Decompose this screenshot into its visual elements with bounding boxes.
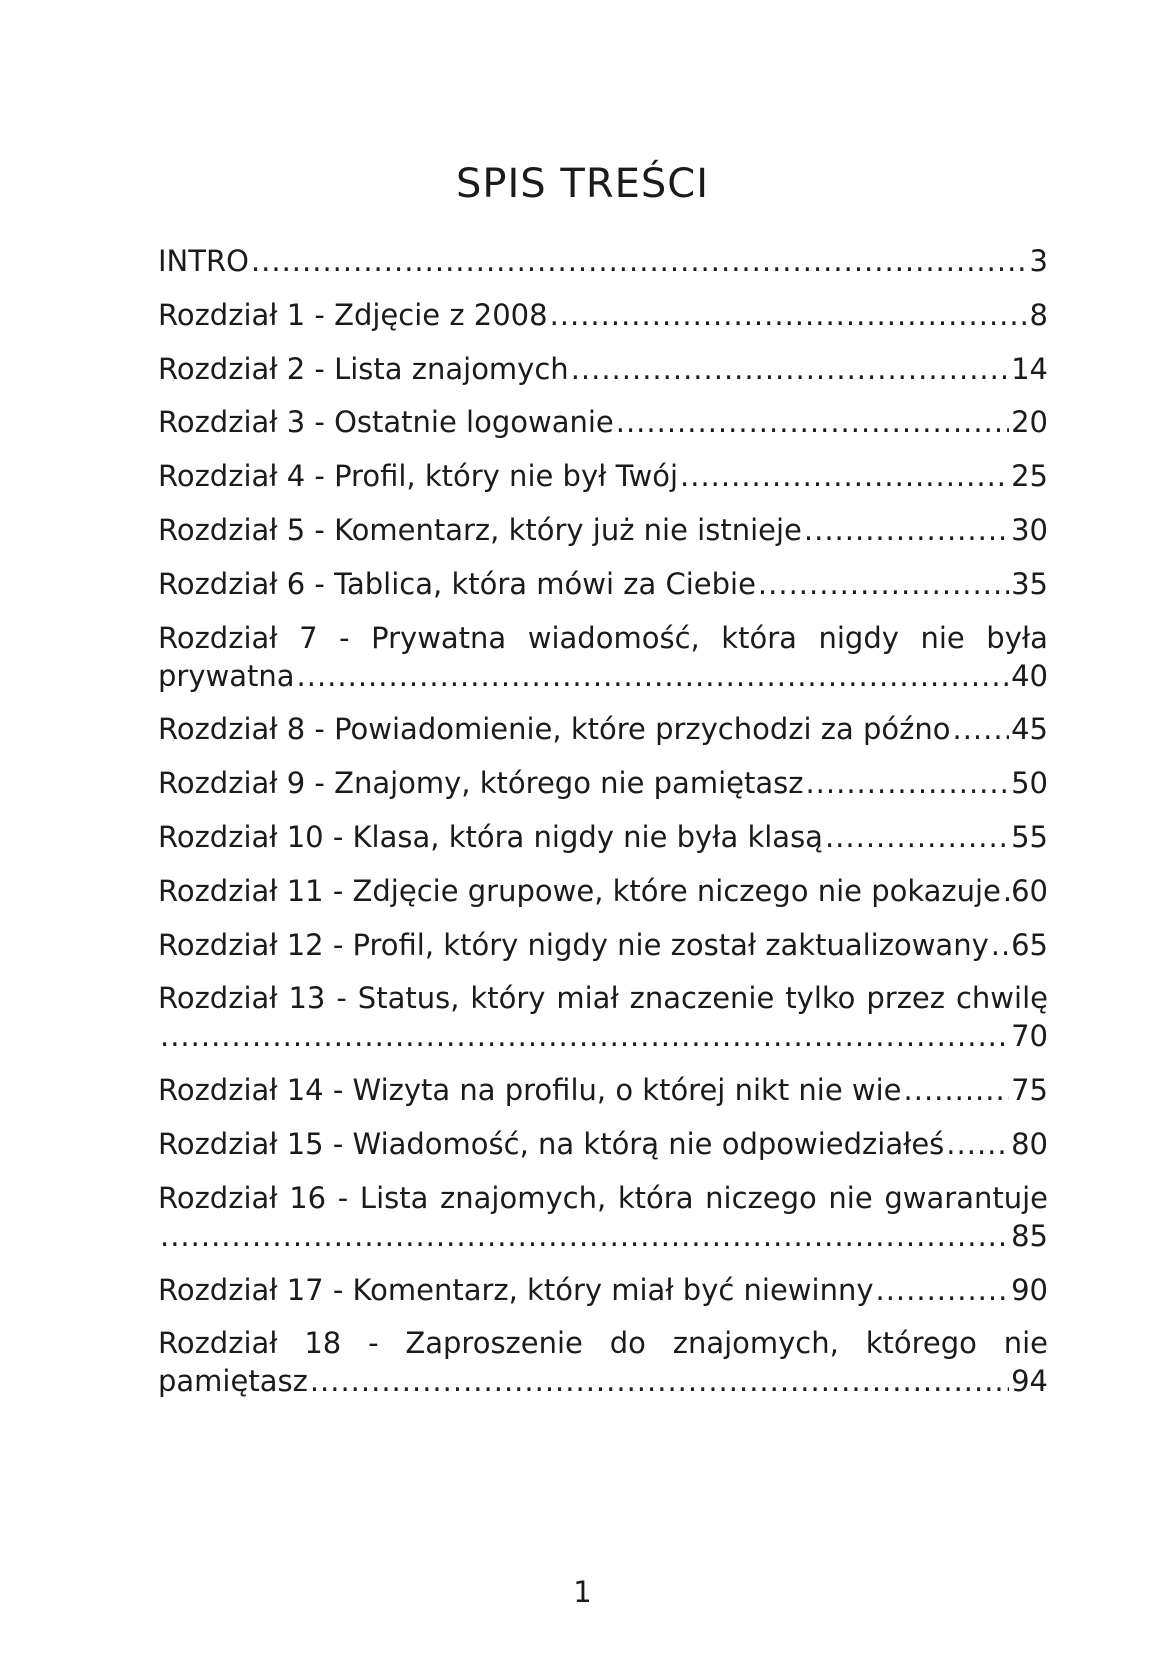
toc-entry-chapter-12 — [158, 926, 1048, 980]
title-word: nie — [828, 1180, 873, 1215]
title-word: przez — [866, 981, 945, 1016]
toc-entry-chapter-4 — [158, 457, 1048, 511]
title-word: tylko — [785, 981, 856, 1016]
toc-entry-chapter-7 — [158, 619, 1048, 695]
title-word: Rozdział — [158, 1326, 278, 1361]
title-word: - — [336, 981, 347, 1016]
title-word: która — [721, 620, 797, 655]
title-word: Status, — [357, 981, 460, 1016]
title-word: znajomych, — [440, 1180, 607, 1215]
toc-entry-page: 3 — [1029, 244, 1048, 278]
toc-entry-title-line — [158, 619, 1048, 657]
page-title: SPIS TREŚCI — [455, 161, 710, 207]
toc-entry-title-end: pamiętasz — [158, 1364, 308, 1399]
title-word: nigdy — [818, 620, 899, 655]
toc-entry-page: 8 — [1029, 297, 1048, 332]
title-word: gwarantuje — [884, 1180, 1048, 1215]
toc-entry-title: Rozdział 11 - Zdjęcie grupowe, które niczego nie pokazuje — [158, 873, 1001, 908]
toc-entry-chapter-18 — [158, 1324, 1048, 1400]
dot-leader — [1003, 872, 1009, 910]
title-word: była — [986, 620, 1048, 655]
title-word: 16 — [289, 1180, 327, 1215]
title-word: 18 — [304, 1326, 342, 1361]
title-word: wiadomość, — [527, 620, 700, 655]
toc-entry-title: INTRO — [158, 244, 249, 278]
toc-entry-page: 55 — [1011, 819, 1048, 854]
dot-leader — [297, 657, 1010, 695]
toc-entry-page: 75 — [1011, 1073, 1048, 1108]
dot-leader — [310, 1362, 1009, 1400]
toc-entry-chapter-11 — [158, 872, 1048, 926]
toc-entry-page: 60 — [1011, 873, 1048, 908]
toc-entry-title: Rozdział 10 - Klasa, która nigdy nie była klasą — [158, 819, 823, 854]
toc-entry-title-end: prywatna — [158, 658, 295, 693]
toc-entry-title-line — [158, 979, 1048, 1017]
dot-leader — [946, 1125, 1009, 1163]
toc-entry-continuation — [158, 1362, 1048, 1400]
title-word: chwilę — [955, 981, 1048, 1016]
toc-entry-chapter-5 — [158, 511, 1048, 565]
toc-entry-page: 25 — [1011, 459, 1048, 494]
title-word: do — [609, 1326, 646, 1361]
dot-leader — [991, 926, 1009, 964]
toc-entry-page: 85 — [1011, 1218, 1048, 1253]
toc-entry-title-line — [158, 1324, 1048, 1362]
title-word: - — [339, 620, 350, 655]
toc-entry-page: 20 — [1011, 405, 1048, 440]
toc-entry-chapter-10 — [158, 818, 1048, 872]
title-word: - — [368, 1326, 379, 1361]
dot-leader — [160, 1217, 1009, 1255]
toc-entry-title: Rozdział 6 - Tablica, która mówi za Ciebie — [158, 566, 756, 601]
toc-entry-title: Rozdział 1 - Zdjęcie z 2008 — [158, 297, 548, 332]
toc-entry-title: Rozdział 2 - Lista znajomych — [158, 351, 569, 386]
toc-entry-chapter-6 — [158, 565, 1048, 619]
title-word: Rozdział — [158, 1180, 278, 1215]
title-word: Zaproszenie — [405, 1326, 583, 1361]
toc-entry-chapter-9 — [158, 764, 1048, 818]
table-of-contents — [158, 242, 1048, 1416]
title-word: 7 — [299, 620, 318, 655]
dot-leader — [680, 457, 1009, 495]
title-word: którego — [865, 1326, 977, 1361]
title-word: Rozdział — [158, 620, 278, 655]
dot-leader — [825, 818, 1009, 856]
dot-leader — [571, 350, 1009, 388]
toc-entry-page: 40 — [1011, 658, 1048, 693]
toc-entry-title-line — [158, 1179, 1048, 1217]
toc-entry-page: 65 — [1011, 927, 1048, 962]
title-word: niczego — [705, 1180, 817, 1215]
toc-entry-page: 30 — [1011, 512, 1048, 547]
toc-entry-title: Rozdział 14 - Wizyta na profilu, o której nikt nie wie — [158, 1073, 902, 1108]
dot-leader — [616, 403, 1009, 441]
toc-entry-title: Rozdział 8 - Powiadomienie, które przychodzi za późno — [158, 712, 951, 747]
toc-entry-title: Rozdział 17 - Komentarz, który miał być niewinny — [158, 1272, 874, 1307]
title-word: nie — [920, 620, 965, 655]
dot-leader — [804, 511, 1009, 549]
title-word: miał — [556, 981, 619, 1016]
dot-leader — [160, 1017, 1009, 1055]
dot-leader — [876, 1271, 1010, 1309]
dot-leader — [758, 565, 1009, 603]
dot-leader — [953, 710, 1010, 748]
toc-entry-page: 70 — [1011, 1019, 1048, 1054]
title-word: Prywatna — [371, 620, 507, 655]
toc-entry-page: 90 — [1011, 1272, 1048, 1307]
title-word: który — [470, 981, 546, 1016]
toc-entry-continuation — [158, 657, 1048, 695]
toc-entry-page: 14 — [1011, 351, 1048, 386]
toc-entry-page: 45 — [1011, 712, 1048, 747]
dot-leader — [550, 296, 1028, 334]
toc-entry-continuation — [158, 1017, 1048, 1055]
toc-entry-chapter-14 — [158, 1071, 1048, 1125]
page-number: 1 — [573, 1575, 592, 1609]
title-word: znaczenie — [629, 981, 775, 1016]
dot-leader — [805, 764, 1009, 802]
toc-entry-page: 94 — [1011, 1364, 1048, 1399]
title-word: znajomych, — [672, 1326, 839, 1361]
toc-entry-chapter-13 — [158, 979, 1048, 1055]
toc-entry-intro — [158, 242, 1048, 296]
toc-entry-title: Rozdział 4 - Profil, który nie był Twój — [158, 459, 679, 494]
title-word: która — [617, 1180, 694, 1215]
title-word: nie — [1003, 1326, 1048, 1361]
toc-entry-continuation — [158, 1217, 1048, 1255]
toc-entry-page: 80 — [1011, 1126, 1048, 1161]
toc-entry-chapter-8 — [158, 710, 1048, 764]
title-word: Lista — [359, 1180, 429, 1215]
toc-entry-chapter-3 — [158, 403, 1048, 457]
toc-entry-page: 35 — [1011, 566, 1048, 601]
toc-entry-title: Rozdział 3 - Ostatnie logowanie — [158, 405, 614, 440]
title-word: Rozdział — [158, 981, 278, 1016]
dot-leader — [904, 1071, 1010, 1109]
toc-entry-title: Rozdział 5 - Komentarz, który już nie istnieje — [158, 512, 802, 547]
toc-entry-page: 50 — [1011, 766, 1048, 801]
title-word: 13 — [288, 981, 326, 1016]
toc-entry-title: Rozdział 9 - Znajomy, którego nie pamiętasz — [158, 766, 804, 801]
toc-entry-chapter-15 — [158, 1125, 1048, 1179]
toc-entry-chapter-2 — [158, 350, 1048, 404]
toc-entry-chapter-1 — [158, 296, 1048, 350]
toc-entry-chapter-16 — [158, 1179, 1048, 1255]
toc-entry-title: Rozdział 12 - Profil, który nigdy nie został zaktualizowany — [158, 927, 989, 962]
dot-leader — [251, 242, 1028, 280]
title-word: - — [337, 1180, 349, 1215]
toc-entry-chapter-17 — [158, 1271, 1048, 1325]
toc-entry-title: Rozdział 15 - Wiadomość, na którą nie odpowiedziałeś — [158, 1126, 945, 1161]
